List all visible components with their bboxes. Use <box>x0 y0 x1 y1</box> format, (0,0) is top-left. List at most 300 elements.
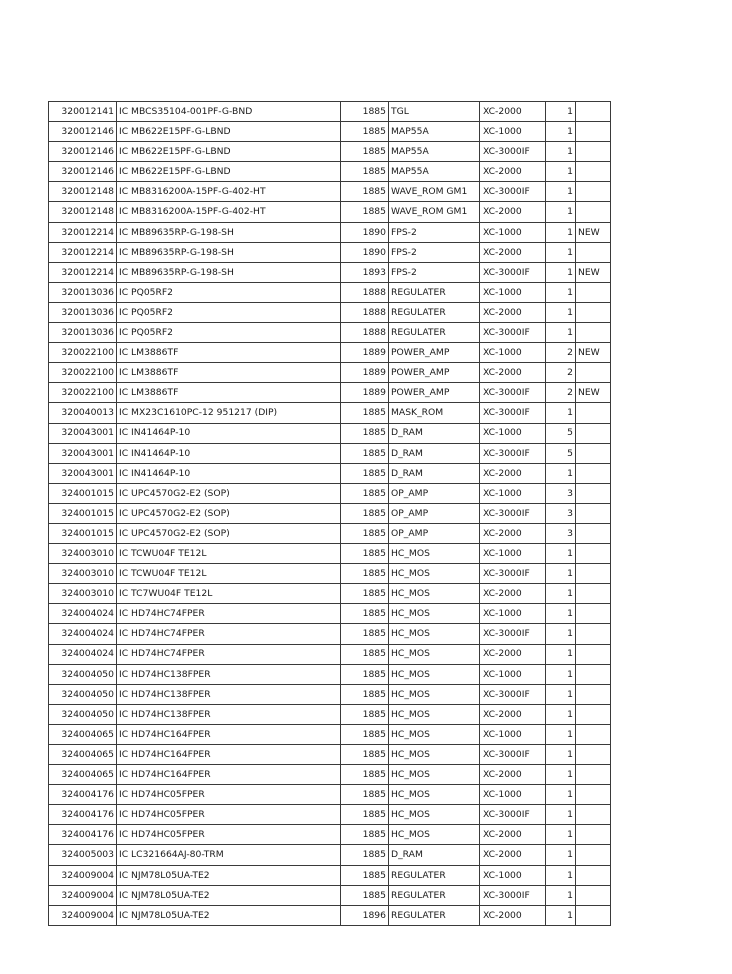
code-cell: 1885 <box>341 845 389 865</box>
code-cell: 1885 <box>341 443 389 463</box>
table-row <box>49 785 611 805</box>
table-row <box>49 302 611 322</box>
code-cell: 1885 <box>341 724 389 744</box>
code-cell: 1885 <box>341 624 389 644</box>
part-number-cell: 320013036 <box>49 302 117 322</box>
part-number-cell: 324004176 <box>49 805 117 825</box>
function-cell: D_RAM <box>389 463 480 483</box>
function-cell: HC_MOS <box>389 825 480 845</box>
quantity-cell: 1 <box>546 242 576 262</box>
quantity-cell: 1 <box>546 825 576 845</box>
quantity-cell: 1 <box>546 202 576 222</box>
table-row <box>49 122 611 142</box>
part-number-cell: 320040013 <box>49 403 117 423</box>
note-cell <box>576 182 611 202</box>
model-cell: XC-3000IF <box>480 323 546 343</box>
function-cell: HC_MOS <box>389 805 480 825</box>
note-cell <box>576 584 611 604</box>
note-cell <box>576 785 611 805</box>
part-number-cell: 320013036 <box>49 323 117 343</box>
code-cell: 1885 <box>341 765 389 785</box>
description-cell: IC MB89635RP-G-198-SH <box>117 262 341 282</box>
model-cell: XC-3000IF <box>480 564 546 584</box>
table-row <box>49 162 611 182</box>
model-cell: XC-1000 <box>480 664 546 684</box>
model-cell: XC-2000 <box>480 463 546 483</box>
model-cell: XC-1000 <box>480 282 546 302</box>
description-cell: IC UPC4570G2-E2 (SOP) <box>117 523 341 543</box>
model-cell: XC-3000IF <box>480 262 546 282</box>
table-row <box>49 503 611 523</box>
note-cell <box>576 282 611 302</box>
code-cell: 1885 <box>341 885 389 905</box>
function-cell: HC_MOS <box>389 745 480 765</box>
model-cell: XC-2000 <box>480 242 546 262</box>
part-number-cell: 320043001 <box>49 443 117 463</box>
description-cell: IC HD74HC138FPER <box>117 684 341 704</box>
part-number-cell: 320012146 <box>49 162 117 182</box>
description-cell: IC LM3886TF <box>117 383 341 403</box>
table-row <box>49 383 611 403</box>
model-cell: XC-2000 <box>480 202 546 222</box>
description-cell: IC NJM78L05UA-TE2 <box>117 885 341 905</box>
quantity-cell: 3 <box>546 523 576 543</box>
note-cell <box>576 604 611 624</box>
part-number-cell: 324009004 <box>49 865 117 885</box>
function-cell: MAP55A <box>389 122 480 142</box>
code-cell: 1885 <box>341 664 389 684</box>
description-cell: IC HD74HC74FPER <box>117 624 341 644</box>
model-cell: XC-3000IF <box>480 624 546 644</box>
note-cell <box>576 162 611 182</box>
model-cell: XC-2000 <box>480 584 546 604</box>
code-cell: 1890 <box>341 222 389 242</box>
quantity-cell: 1 <box>546 182 576 202</box>
part-number-cell: 320022100 <box>49 363 117 383</box>
part-number-cell: 324004176 <box>49 785 117 805</box>
part-number-cell: 320043001 <box>49 463 117 483</box>
part-number-cell: 320012214 <box>49 222 117 242</box>
part-number-cell: 324004065 <box>49 724 117 744</box>
quantity-cell: 1 <box>546 564 576 584</box>
function-cell: POWER_AMP <box>389 363 480 383</box>
quantity-cell: 1 <box>546 745 576 765</box>
note-cell <box>576 664 611 684</box>
description-cell: IC LM3886TF <box>117 343 341 363</box>
quantity-cell: 2 <box>546 363 576 383</box>
table-row <box>49 905 611 925</box>
code-cell: 1885 <box>341 142 389 162</box>
code-cell: 1885 <box>341 403 389 423</box>
code-cell: 1885 <box>341 102 389 122</box>
model-cell: XC-1000 <box>480 724 546 744</box>
description-cell: IC HD74HC164FPER <box>117 745 341 765</box>
quantity-cell: 1 <box>546 704 576 724</box>
description-cell: IC LC321664AJ-80-TRM <box>117 845 341 865</box>
table-row <box>49 765 611 785</box>
model-cell: XC-3000IF <box>480 745 546 765</box>
table-row <box>49 584 611 604</box>
quantity-cell: 3 <box>546 503 576 523</box>
description-cell: IC HD74HC164FPER <box>117 765 341 785</box>
note-cell <box>576 503 611 523</box>
quantity-cell: 1 <box>546 102 576 122</box>
description-cell: IC MB89635RP-G-198-SH <box>117 222 341 242</box>
note-cell <box>576 544 611 564</box>
function-cell: HC_MOS <box>389 704 480 724</box>
model-cell: XC-1000 <box>480 865 546 885</box>
table-row <box>49 523 611 543</box>
code-cell: 1885 <box>341 503 389 523</box>
function-cell: HC_MOS <box>389 564 480 584</box>
quantity-cell: 1 <box>546 584 576 604</box>
description-cell: IC MB8316200A-15PF-G-402-HT <box>117 202 341 222</box>
description-cell: IC HD74HC74FPER <box>117 644 341 664</box>
part-number-cell: 320012214 <box>49 262 117 282</box>
model-cell: XC-2000 <box>480 825 546 845</box>
part-number-cell: 320012146 <box>49 122 117 142</box>
note-cell <box>576 825 611 845</box>
function-cell: HC_MOS <box>389 544 480 564</box>
part-number-cell: 324004065 <box>49 745 117 765</box>
quantity-cell: 1 <box>546 122 576 142</box>
function-cell: MAP55A <box>389 162 480 182</box>
code-cell: 1885 <box>341 644 389 664</box>
table-row <box>49 845 611 865</box>
function-cell: POWER_AMP <box>389 383 480 403</box>
part-number-cell: 324004050 <box>49 684 117 704</box>
note-cell: NEW <box>576 222 611 242</box>
note-cell <box>576 684 611 704</box>
description-cell: IC MB8316200A-15PF-G-402-HT <box>117 182 341 202</box>
description-cell: IC IN41464P-10 <box>117 463 341 483</box>
part-number-cell: 324004024 <box>49 624 117 644</box>
code-cell: 1885 <box>341 202 389 222</box>
table-row <box>49 865 611 885</box>
quantity-cell: 1 <box>546 805 576 825</box>
description-cell: IC TCWU04F TE12L <box>117 544 341 564</box>
quantity-cell: 1 <box>546 463 576 483</box>
description-cell: IC IN41464P-10 <box>117 423 341 443</box>
note-cell <box>576 644 611 664</box>
table-row <box>49 564 611 584</box>
note-cell <box>576 102 611 122</box>
table-row <box>49 242 611 262</box>
function-cell: REGULATER <box>389 323 480 343</box>
function-cell: HC_MOS <box>389 604 480 624</box>
code-cell: 1893 <box>341 262 389 282</box>
description-cell: IC HD74HC05FPER <box>117 785 341 805</box>
note-cell <box>576 403 611 423</box>
function-cell: TGL <box>389 102 480 122</box>
note-cell <box>576 724 611 744</box>
quantity-cell: 1 <box>546 403 576 423</box>
description-cell: IC MB89635RP-G-198-SH <box>117 242 341 262</box>
table-row <box>49 262 611 282</box>
part-number-cell: 320022100 <box>49 343 117 363</box>
table-row <box>49 403 611 423</box>
description-cell: IC HD74HC74FPER <box>117 604 341 624</box>
code-cell: 1885 <box>341 483 389 503</box>
table-row <box>49 202 611 222</box>
function-cell: D_RAM <box>389 845 480 865</box>
note-cell <box>576 202 611 222</box>
note-cell <box>576 302 611 322</box>
function-cell: D_RAM <box>389 443 480 463</box>
function-cell: WAVE_ROM GM1 <box>389 202 480 222</box>
parts-table <box>48 101 611 926</box>
table-row <box>49 825 611 845</box>
quantity-cell: 3 <box>546 483 576 503</box>
model-cell: XC-2000 <box>480 845 546 865</box>
function-cell: FPS-2 <box>389 262 480 282</box>
model-cell: XC-3000IF <box>480 885 546 905</box>
part-number-cell: 324004024 <box>49 604 117 624</box>
code-cell: 1885 <box>341 564 389 584</box>
part-number-cell: 320022100 <box>49 383 117 403</box>
table-row <box>49 363 611 383</box>
note-cell <box>576 523 611 543</box>
code-cell: 1885 <box>341 122 389 142</box>
note-cell <box>576 122 611 142</box>
function-cell: REGULATER <box>389 865 480 885</box>
quantity-cell: 1 <box>546 323 576 343</box>
function-cell: HC_MOS <box>389 664 480 684</box>
function-cell: REGULATER <box>389 282 480 302</box>
part-number-cell: 324005003 <box>49 845 117 865</box>
part-number-cell: 324003010 <box>49 584 117 604</box>
description-cell: IC PQ05RF2 <box>117 302 341 322</box>
part-number-cell: 320043001 <box>49 423 117 443</box>
function-cell: HC_MOS <box>389 724 480 744</box>
quantity-cell: 1 <box>546 222 576 242</box>
code-cell: 1885 <box>341 162 389 182</box>
table-row <box>49 343 611 363</box>
note-cell <box>576 765 611 785</box>
table-row <box>49 222 611 242</box>
quantity-cell: 2 <box>546 343 576 363</box>
part-number-cell: 324004176 <box>49 825 117 845</box>
description-cell: IC MB622E15PF-G-LBND <box>117 122 341 142</box>
note-cell <box>576 704 611 724</box>
description-cell: IC PQ05RF2 <box>117 282 341 302</box>
table-row <box>49 483 611 503</box>
quantity-cell: 1 <box>546 765 576 785</box>
table-row <box>49 463 611 483</box>
model-cell: XC-1000 <box>480 483 546 503</box>
note-cell: NEW <box>576 262 611 282</box>
code-cell: 1885 <box>341 785 389 805</box>
code-cell: 1885 <box>341 463 389 483</box>
description-cell: IC LM3886TF <box>117 363 341 383</box>
note-cell <box>576 845 611 865</box>
table-row <box>49 443 611 463</box>
table-row <box>49 182 611 202</box>
note-cell <box>576 805 611 825</box>
description-cell: IC HD74HC138FPER <box>117 664 341 684</box>
table-row <box>49 142 611 162</box>
note-cell: NEW <box>576 343 611 363</box>
part-number-cell: 324004065 <box>49 765 117 785</box>
function-cell: WAVE_ROM GM1 <box>389 182 480 202</box>
model-cell: XC-3000IF <box>480 684 546 704</box>
code-cell: 1885 <box>341 423 389 443</box>
quantity-cell: 1 <box>546 845 576 865</box>
code-cell: 1888 <box>341 323 389 343</box>
model-cell: XC-3000IF <box>480 182 546 202</box>
description-cell: IC NJM78L05UA-TE2 <box>117 905 341 925</box>
model-cell: XC-1000 <box>480 222 546 242</box>
note-cell <box>576 443 611 463</box>
function-cell: MAP55A <box>389 142 480 162</box>
part-number-cell: 320012141 <box>49 102 117 122</box>
description-cell: IC MB622E15PF-G-LBND <box>117 142 341 162</box>
part-number-cell: 320012214 <box>49 242 117 262</box>
model-cell: XC-1000 <box>480 122 546 142</box>
part-number-cell: 320012148 <box>49 182 117 202</box>
note-cell <box>576 363 611 383</box>
quantity-cell: 1 <box>546 262 576 282</box>
code-cell: 1888 <box>341 302 389 322</box>
table-row <box>49 423 611 443</box>
description-cell: IC IN41464P-10 <box>117 443 341 463</box>
part-number-cell: 320012146 <box>49 142 117 162</box>
model-cell: XC-3000IF <box>480 383 546 403</box>
quantity-cell: 1 <box>546 624 576 644</box>
table-row <box>49 664 611 684</box>
model-cell: XC-2000 <box>480 905 546 925</box>
code-cell: 1885 <box>341 825 389 845</box>
description-cell: IC PQ05RF2 <box>117 323 341 343</box>
quantity-cell: 1 <box>546 302 576 322</box>
function-cell: HC_MOS <box>389 684 480 704</box>
function-cell: REGULATER <box>389 885 480 905</box>
table-row <box>49 805 611 825</box>
part-number-cell: 324009004 <box>49 885 117 905</box>
function-cell: HC_MOS <box>389 624 480 644</box>
description-cell: IC HD74HC05FPER <box>117 825 341 845</box>
part-number-cell: 324003010 <box>49 564 117 584</box>
code-cell: 1885 <box>341 805 389 825</box>
note-cell <box>576 745 611 765</box>
quantity-cell: 1 <box>546 604 576 624</box>
part-number-cell: 324001015 <box>49 523 117 543</box>
quantity-cell: 1 <box>546 664 576 684</box>
quantity-cell: 2 <box>546 383 576 403</box>
model-cell: XC-2000 <box>480 302 546 322</box>
description-cell: IC MBCS35104-001PF-G-BND <box>117 102 341 122</box>
part-number-cell: 324009004 <box>49 905 117 925</box>
table-row <box>49 102 611 122</box>
part-number-cell: 324004050 <box>49 704 117 724</box>
note-cell <box>576 905 611 925</box>
model-cell: XC-1000 <box>480 423 546 443</box>
quantity-cell: 1 <box>546 724 576 744</box>
code-cell: 1885 <box>341 865 389 885</box>
quantity-cell: 1 <box>546 142 576 162</box>
table-row <box>49 745 611 765</box>
code-cell: 1896 <box>341 905 389 925</box>
code-cell: 1885 <box>341 182 389 202</box>
code-cell: 1889 <box>341 363 389 383</box>
model-cell: XC-1000 <box>480 785 546 805</box>
table-row <box>49 624 611 644</box>
table-row <box>49 604 611 624</box>
model-cell: XC-2000 <box>480 102 546 122</box>
note-cell <box>576 323 611 343</box>
function-cell: HC_MOS <box>389 765 480 785</box>
note-cell: NEW <box>576 383 611 403</box>
function-cell: MASK_ROM <box>389 403 480 423</box>
description-cell: IC TCWU04F TE12L <box>117 564 341 584</box>
model-cell: XC-2000 <box>480 523 546 543</box>
function-cell: FPS-2 <box>389 222 480 242</box>
part-number-cell: 320012148 <box>49 202 117 222</box>
note-cell <box>576 423 611 443</box>
code-cell: 1885 <box>341 704 389 724</box>
quantity-cell: 1 <box>546 644 576 664</box>
part-number-cell: 324003010 <box>49 544 117 564</box>
note-cell <box>576 463 611 483</box>
function-cell: FPS-2 <box>389 242 480 262</box>
function-cell: OP_AMP <box>389 483 480 503</box>
model-cell: XC-2000 <box>480 704 546 724</box>
quantity-cell: 1 <box>546 885 576 905</box>
code-cell: 1890 <box>341 242 389 262</box>
quantity-cell: 1 <box>546 785 576 805</box>
model-cell: XC-1000 <box>480 544 546 564</box>
function-cell: OP_AMP <box>389 503 480 523</box>
function-cell: HC_MOS <box>389 584 480 604</box>
code-cell: 1885 <box>341 544 389 564</box>
code-cell: 1889 <box>341 343 389 363</box>
model-cell: XC-2000 <box>480 765 546 785</box>
quantity-cell: 1 <box>546 865 576 885</box>
model-cell: XC-2000 <box>480 162 546 182</box>
note-cell <box>576 624 611 644</box>
model-cell: XC-2000 <box>480 363 546 383</box>
note-cell <box>576 564 611 584</box>
model-cell: XC-3000IF <box>480 142 546 162</box>
function-cell: HC_MOS <box>389 785 480 805</box>
code-cell: 1885 <box>341 684 389 704</box>
model-cell: XC-1000 <box>480 604 546 624</box>
table-row <box>49 704 611 724</box>
table-row <box>49 724 611 744</box>
part-number-cell: 324001015 <box>49 503 117 523</box>
quantity-cell: 1 <box>546 684 576 704</box>
description-cell: IC HD74HC05FPER <box>117 805 341 825</box>
part-number-cell: 324001015 <box>49 483 117 503</box>
model-cell: XC-3000IF <box>480 503 546 523</box>
code-cell: 1889 <box>341 383 389 403</box>
quantity-cell: 1 <box>546 162 576 182</box>
code-cell: 1885 <box>341 584 389 604</box>
function-cell: REGULATER <box>389 905 480 925</box>
note-cell <box>576 142 611 162</box>
note-cell <box>576 483 611 503</box>
model-cell: XC-3000IF <box>480 805 546 825</box>
note-cell <box>576 865 611 885</box>
quantity-cell: 1 <box>546 905 576 925</box>
code-cell: 1885 <box>341 745 389 765</box>
table-row <box>49 323 611 343</box>
table-row <box>49 644 611 664</box>
quantity-cell: 5 <box>546 443 576 463</box>
model-cell: XC-1000 <box>480 343 546 363</box>
description-cell: IC MX23C1610PC-12 951217 (DIP) <box>117 403 341 423</box>
function-cell: D_RAM <box>389 423 480 443</box>
